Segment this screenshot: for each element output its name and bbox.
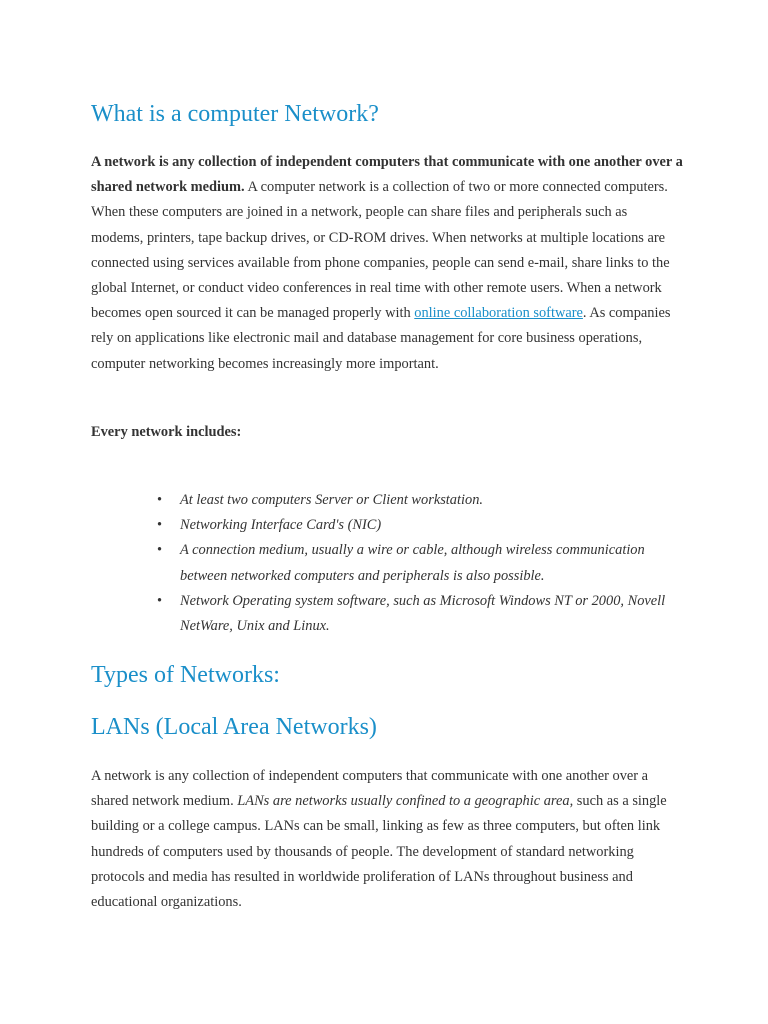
list-item: • Network Operating system software, such as Microsoft Windows NT or 2000, Novell NetWare, Unix and Linux.	[157, 589, 677, 639]
heading-lans: LANs (Local Area Networks)	[91, 714, 377, 740]
heading-types-of-networks: Types of Networks:	[91, 662, 280, 688]
heading-what-is-network: What is a computer Network?	[91, 101, 379, 127]
lans-text-start: A network is any collection of independent computers that communicate with one another over a shared network medium.	[91, 768, 649, 810]
intro-bold-sentence: A network is any collection of independent computers that communicate with one another over a shared network medium.	[91, 154, 683, 196]
intro-body-text: A computer network is a collection of two or more connected computers. When these computers are joined in a network, people can share files and peripherals such as modems, printers, tape backup drives, or CD-ROM drives. When networks at multiple locations are connected using services available from phone companies, people can send e-mail, share links to the global Internet, or conduct video conferences in real time with other remote users. When a network becomes open sourced it can be managed properly with	[91, 179, 670, 322]
online-collaboration-link[interactable]: online collaboration software	[414, 305, 583, 322]
lans-paragraph	[91, 764, 683, 915]
includes-label: Every network includes:	[91, 424, 242, 440]
list-item: • At least two computers Server or Client workstation.	[157, 488, 677, 513]
list-item: • A connection medium, usually a wire or cable, although wireless communication between networked computers and peripherals is also possible.	[157, 538, 677, 588]
intro-closing-text: . As companies rely on applications like electronic mail and database management for core business operations, computer networking becomes increasingly more important.	[91, 305, 671, 372]
network-includes-list	[157, 488, 677, 639]
list-item: • Networking Interface Card's (NIC)	[157, 513, 677, 538]
intro-paragraph	[91, 150, 683, 377]
lans-text-end: such as a single building or a college campus. LANs can be small, linking as few as three computers, but often link hundreds of computers used by thousands of people. The development of standard networking protocols and media has resulted in worldwide proliferation of LANs throughout business and educational organizations.	[91, 793, 667, 911]
lans-italic-text: LANs are networks usually confined to a geographic area,	[237, 793, 574, 810]
